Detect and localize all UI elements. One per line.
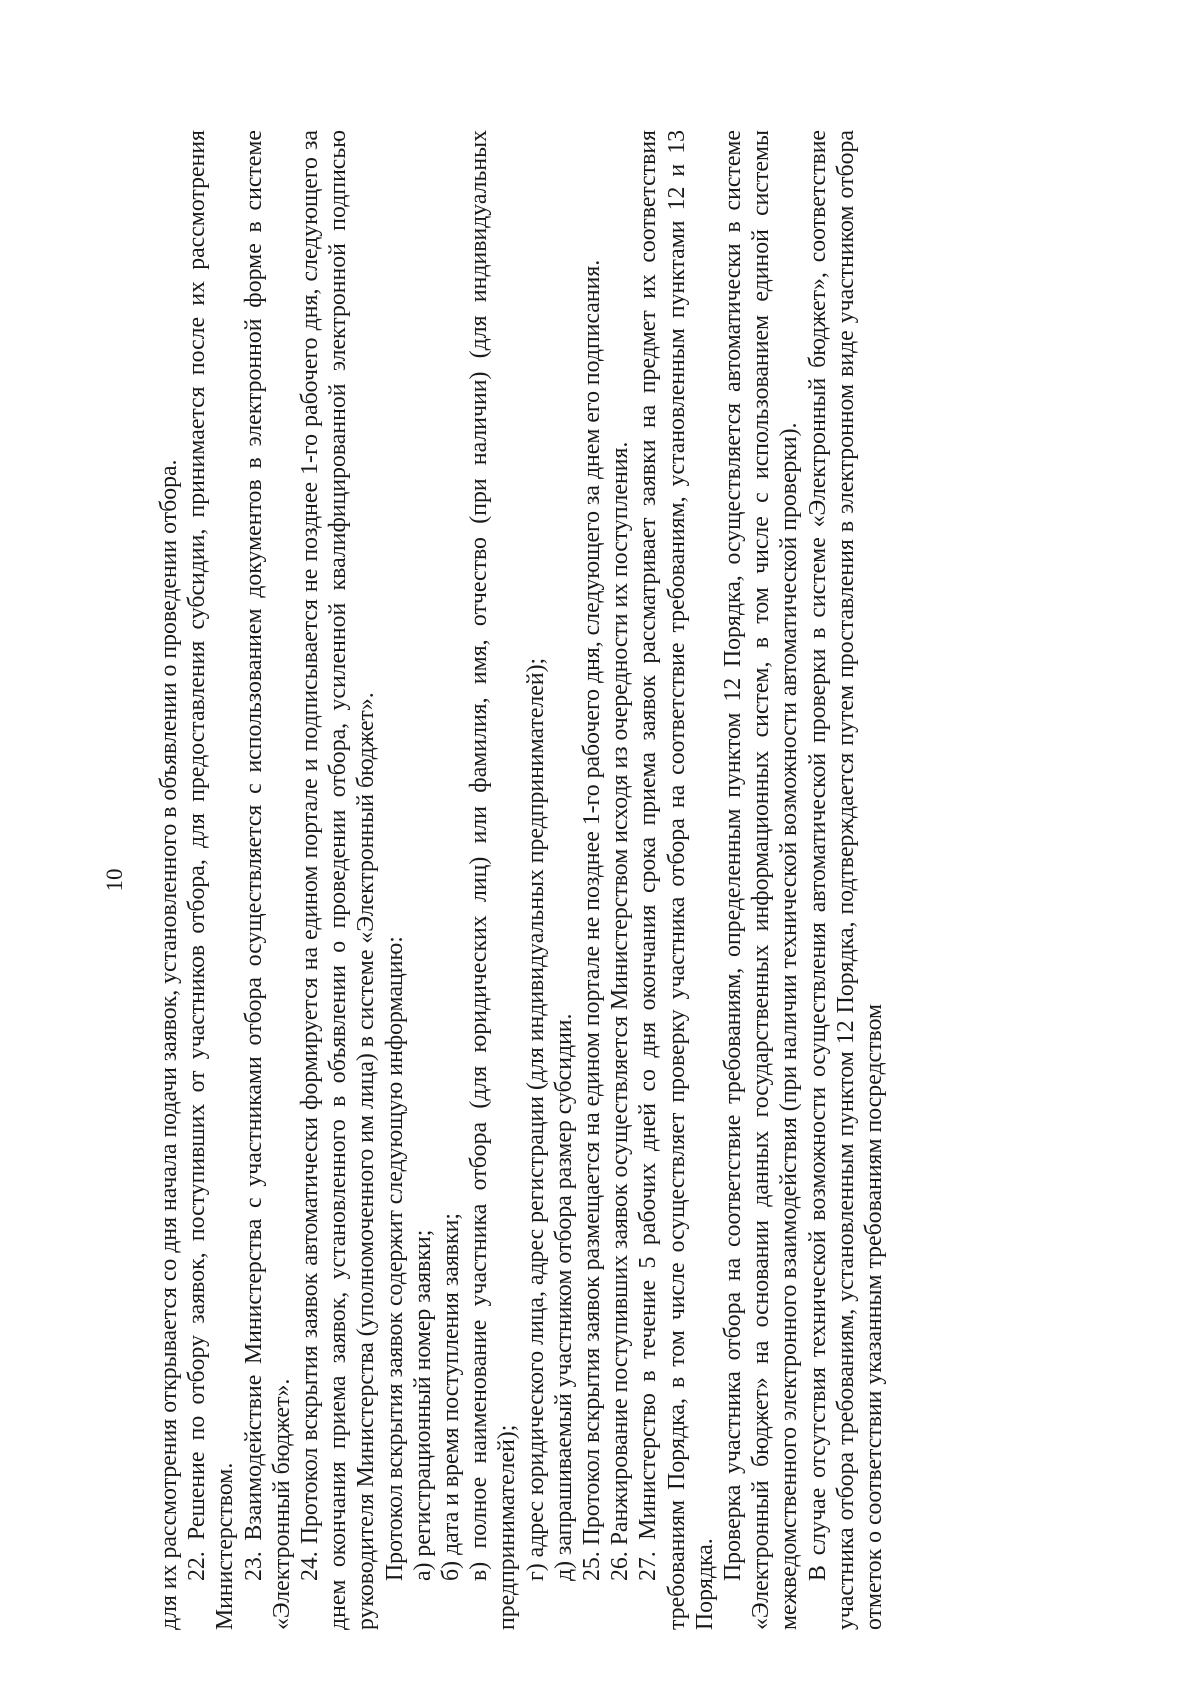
paragraph: 26. Ранжирование поступивших заявок осуществляется Министерством исходя из очередности их поступления. [607, 441, 634, 1581]
paragraph: В случае отсутствия технической возможности осуществления автоматической проверки в системе «Электронный бюджет», соответствие участника отбора требованиям, установленным пунктом 12 Порядка, подтверждается путем проставления в электронном виде участником отбора отметок о соответствии указанным требованиям посредством [804, 130, 888, 1630]
document-body [155, 130, 888, 1630]
page-number: 10 [102, 868, 127, 892]
paragraph: 27. Министерство в течение 5 рабочих дней со дня окончания срока приема заявок рассматривает заявки на предмет их соответствия требованиям Порядка, в том числе осуществляет проверку участника отбора на соответствие требованиям, установленным пунктами 12 и 13 Порядка. [635, 130, 718, 1630]
paragraph: 24. Протокол вскрытия заявок автоматически формируется на едином портале и подписывается не позднее 1-го рабочего дня, следующего за днем окончания приема заявок, установленного в объявлении о проведении отбора, усиленной квалифицированной электронной подписью руководителя Министерства (уполномоченного им лица) в системе «Электронный бюджет». [297, 130, 380, 1630]
paragraph: для их рассмотрения открывается со дня начала подачи заявок, установленного в объявлении о проведении отбора. [156, 459, 182, 1630]
paragraph: Проверка участника отбора на соответствие требованиям, определенным пунктом 12 Порядка, осуществляется автоматически в системе «Электронный бюджет» на основании данных государственных информационных систем, в том числе с использованием единой системы межведомственного электронного взаимодействия (при наличии технической возможности автоматической проверки). [720, 130, 803, 1630]
paragraph: 23. Взаимодействие Министерства с участниками отбора осуществляется с использованием документов в электронной форме в системе «Электронный бюджет». [240, 130, 295, 1630]
list-item: г) адрес юридического лица, адрес регистрации (для индивидуальных предпринимателей); [522, 657, 549, 1581]
list-item: д) запрашиваемый участником отбора размер субсидии. [550, 1013, 577, 1581]
list-item: в) полное наименование участника отбора (для юридических лиц) или фамилия, имя, отчество (при наличии) (для индивидуальных предпринимателей); [466, 130, 521, 1630]
paragraph: 22. Решение по отбору заявок, поступивших от участников отбора, для предоставления субсидии, принимается после их рассмотрения Министерством. [184, 130, 239, 1630]
paragraph: Протокол вскрытия заявок содержит следующую информацию: [381, 936, 408, 1581]
paragraph: 25. Протокол вскрытия заявок размещается на едином портале не позднее 1-го рабочего дня, следующего за днем его подписания. [579, 259, 606, 1581]
list-item: б) дата и время поступления заявки; [438, 1213, 465, 1581]
rotated-content [100, 130, 1100, 1630]
list-item: а) регистрационный номер заявки; [409, 1229, 436, 1581]
